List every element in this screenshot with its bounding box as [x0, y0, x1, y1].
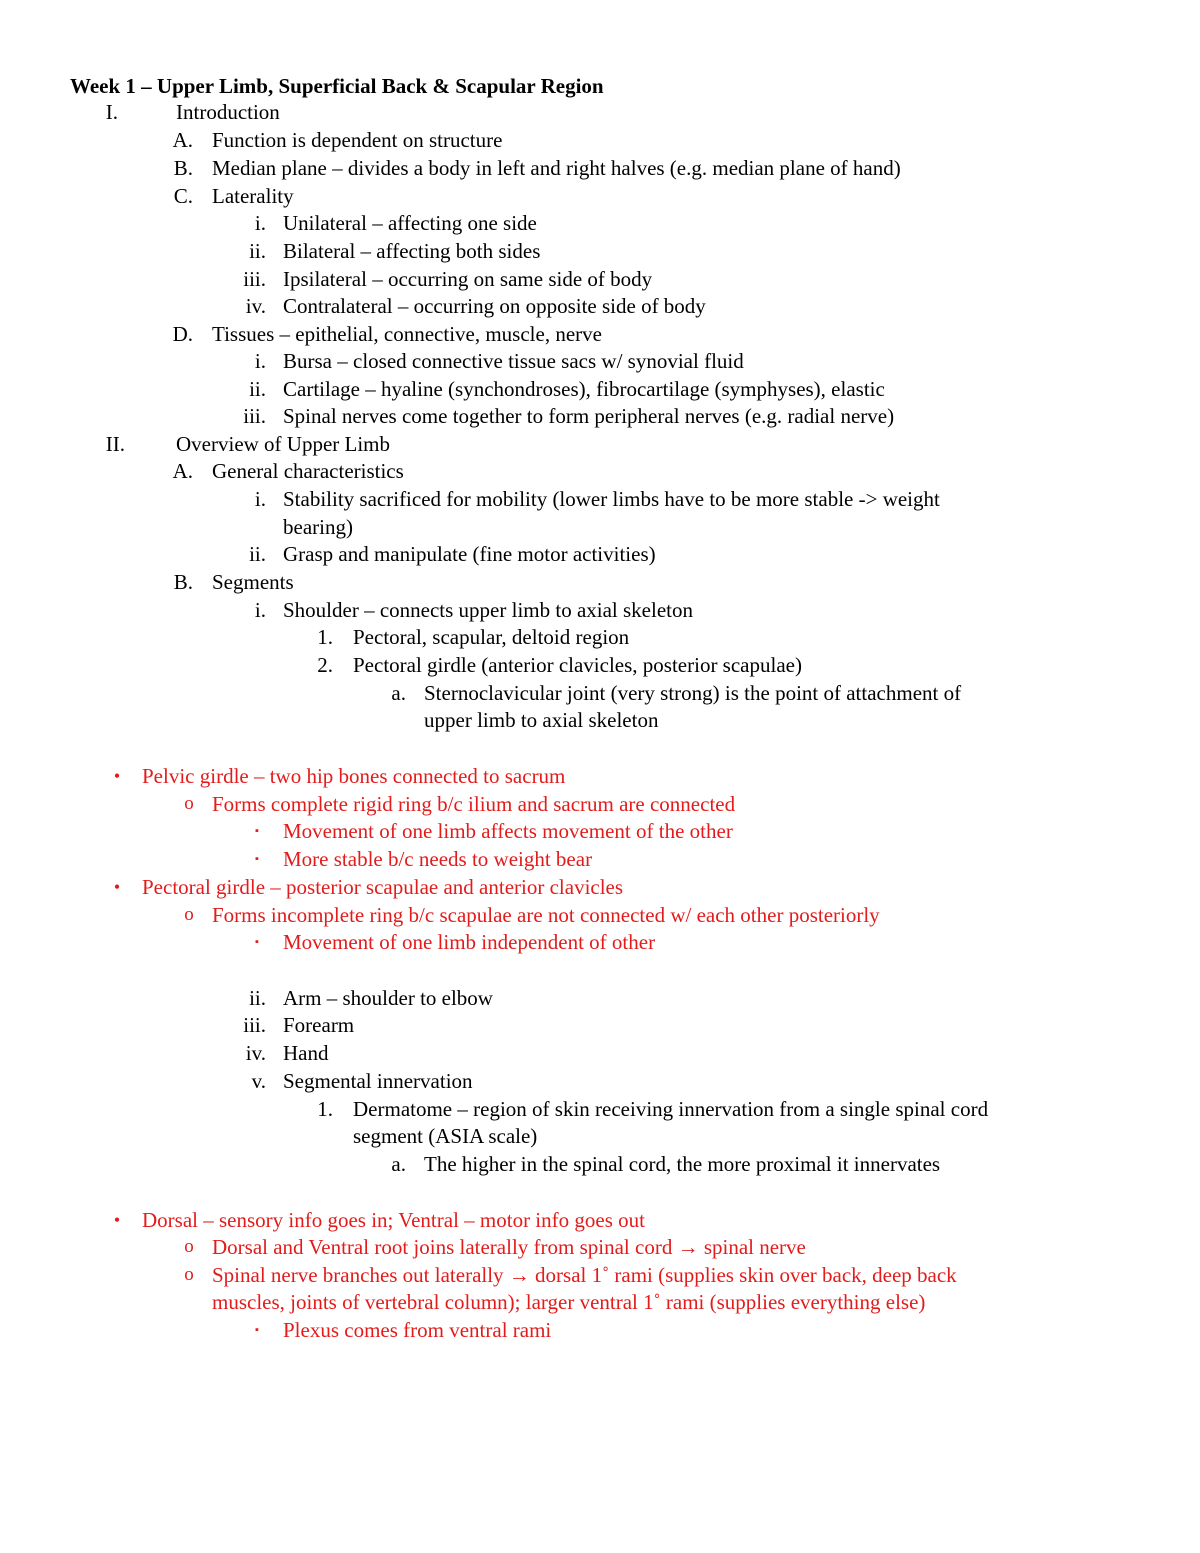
list-marker: II.: [105, 432, 125, 456]
outline-line: [0, 430, 1200, 458]
outline-line: [0, 984, 1200, 1012]
outline-line: [0, 568, 1200, 596]
list-marker: ii.: [249, 377, 266, 401]
outline-line: [0, 1067, 1200, 1095]
line-text: Arm – shoulder to elbow: [283, 986, 493, 1010]
line-text: segment (ASIA scale): [353, 1124, 538, 1148]
line-text: Introduction: [176, 100, 280, 124]
line-text: Function is dependent on structure: [212, 128, 503, 152]
line-text: Segmental innervation: [283, 1069, 473, 1093]
line-text: Forms incomplete ring b/c scapulae are not connected w/ each other posteriorly: [212, 903, 880, 927]
list-marker: A.: [172, 459, 193, 483]
note-line: [0, 762, 1200, 790]
outline-line: [0, 265, 1200, 293]
line-text: upper limb to axial skeleton: [424, 708, 659, 732]
line-text: Cartilage – hyaline (synchondroses), fibrocartilage (symphyses), elastic: [283, 377, 885, 401]
outline-line: [0, 347, 1200, 375]
outline-line: [0, 1095, 1200, 1123]
list-marker: ii.: [249, 542, 266, 566]
outline-line: [0, 513, 1200, 541]
line-text: Shoulder – connects upper limb to axial skeleton: [283, 598, 693, 622]
line-text: Segments: [212, 570, 294, 594]
note-line: [0, 1288, 1200, 1316]
note-line: [0, 1233, 1200, 1261]
bullet-circle-icon: o: [184, 1236, 194, 1257]
outline-line: [0, 320, 1200, 348]
bullet-square-icon: ▪: [255, 936, 259, 948]
list-marker: A.: [172, 128, 193, 152]
line-text: Movement of one limb affects movement of the other: [283, 819, 733, 843]
bullet-circle-icon: o: [184, 793, 194, 814]
line-text: Contralateral – occurring on opposite side of body: [283, 294, 706, 318]
outline-line: [0, 375, 1200, 403]
list-marker: iii.: [243, 404, 266, 428]
list-marker: i.: [254, 487, 266, 511]
bullet-square-icon: ▪: [255, 853, 259, 865]
page-title: Week 1 – Upper Limb, Superficial Back & Scapular Region: [70, 74, 604, 98]
note-line: [0, 901, 1200, 929]
line-text: Spinal nerves come together to form peripheral nerves (e.g. radial nerve): [283, 404, 895, 428]
list-marker: iv.: [245, 294, 266, 318]
outline-line: [0, 209, 1200, 237]
outline-line: [0, 457, 1200, 485]
outline-line: [0, 679, 1200, 707]
line-text: More stable b/c needs to weight bear: [283, 847, 593, 871]
note-line: [0, 1261, 1200, 1289]
list-marker: i.: [254, 598, 266, 622]
line-text: Forms complete rigid ring b/c ilium and sacrum are connected: [212, 792, 736, 816]
bullet-circle-icon: o: [184, 1264, 194, 1285]
outline-line: [0, 596, 1200, 624]
line-text: Stability sacrificed for mobility (lower limbs have to be more stable -> weight: [283, 487, 940, 511]
bullet-dot-icon: •: [113, 1210, 121, 1230]
outline-line: [0, 402, 1200, 430]
list-marker: B.: [173, 570, 193, 594]
outline-line: [0, 1039, 1200, 1067]
outline-line: [0, 1150, 1200, 1178]
note-line: [0, 1206, 1200, 1234]
bullet-circle-icon: o: [184, 904, 194, 925]
line-text: Pelvic girdle – two hip bones connected to sacrum: [142, 764, 566, 788]
line-text: Spinal nerve branches out laterally → dorsal 1˚ rami (supplies skin over back, deep back: [212, 1263, 957, 1287]
note-line: [0, 873, 1200, 901]
line-text: Median plane – divides a body in left and right halves (e.g. median plane of hand): [212, 156, 901, 180]
line-text: Unilateral – affecting one side: [283, 211, 537, 235]
outline-line: [0, 706, 1200, 734]
line-text: Sternoclavicular joint (very strong) is the point of attachment of: [424, 681, 962, 705]
line-text: Grasp and manipulate (fine motor activities): [283, 542, 656, 566]
list-marker: B.: [173, 156, 193, 180]
list-marker: i.: [254, 349, 266, 373]
line-text: Pectoral girdle (anterior clavicles, posterior scapulae): [353, 653, 802, 677]
list-marker: C.: [173, 184, 193, 208]
line-text: Dorsal and Ventral root joins laterally from spinal cord → spinal nerve: [212, 1235, 806, 1259]
bullet-square-icon: ▪: [255, 825, 259, 837]
line-text: Hand: [283, 1041, 329, 1065]
note-line: [0, 928, 1200, 956]
note-line: [0, 1316, 1200, 1344]
outline-line: [0, 126, 1200, 154]
outline-line: [0, 292, 1200, 320]
outline-line: [0, 485, 1200, 513]
bullet-square-icon: ▪: [255, 1324, 259, 1336]
bullet-dot-icon: •: [113, 877, 121, 897]
outline-line: [0, 237, 1200, 265]
list-marker: a.: [391, 1152, 406, 1176]
list-marker: v.: [251, 1069, 266, 1093]
list-marker: a.: [391, 681, 406, 705]
outline-line: [0, 623, 1200, 651]
outline-line: [0, 98, 1200, 126]
outline-line: [0, 154, 1200, 182]
list-marker: D.: [172, 322, 193, 346]
line-text: bearing): [283, 515, 353, 539]
note-line: [0, 817, 1200, 845]
line-text: Bilateral – affecting both sides: [283, 239, 541, 263]
list-marker: ii.: [249, 239, 266, 263]
line-text: General characteristics: [212, 459, 404, 483]
line-text: Forearm: [283, 1013, 355, 1037]
outline-line: [0, 651, 1200, 679]
line-text: Laterality: [212, 184, 294, 208]
line-text: muscles, joints of vertebral column); larger ventral 1˚ rami (supplies everything else): [212, 1290, 926, 1314]
bullet-dot-icon: •: [113, 766, 121, 786]
outline-line: [0, 1122, 1200, 1150]
outline-line: [0, 182, 1200, 210]
list-marker: i.: [254, 211, 266, 235]
note-line: [0, 845, 1200, 873]
line-text: Dermatome – region of skin receiving innervation from a single spinal cord: [353, 1097, 989, 1121]
note-line: [0, 790, 1200, 818]
list-marker: 1.: [317, 625, 333, 649]
line-text: Dorsal – sensory info goes in; Ventral – motor info goes out: [142, 1208, 645, 1232]
line-text: Bursa – closed connective tissue sacs w/ synovial fluid: [283, 349, 744, 373]
line-text: Pectoral girdle – posterior scapulae and anterior clavicles: [142, 875, 624, 899]
list-marker: I.: [105, 100, 118, 124]
line-text: Pectoral, scapular, deltoid region: [353, 625, 630, 649]
line-text: Movement of one limb independent of other: [283, 930, 656, 954]
outline-line: [0, 1011, 1200, 1039]
line-text: The higher in the spinal cord, the more proximal it innervates: [424, 1152, 941, 1176]
list-marker: 1.: [317, 1097, 333, 1121]
line-text: Plexus comes from ventral rami: [283, 1318, 552, 1342]
list-marker: iv.: [245, 1041, 266, 1065]
list-marker: 2.: [317, 653, 333, 677]
line-text: Tissues – epithelial, connective, muscle, nerve: [212, 322, 602, 346]
list-marker: iii.: [243, 267, 266, 291]
list-marker: ii.: [249, 986, 266, 1010]
line-text: Overview of Upper Limb: [176, 432, 391, 456]
outline-line: [0, 540, 1200, 568]
list-marker: iii.: [243, 1013, 266, 1037]
line-text: Ipsilateral – occurring on same side of body: [283, 267, 653, 291]
